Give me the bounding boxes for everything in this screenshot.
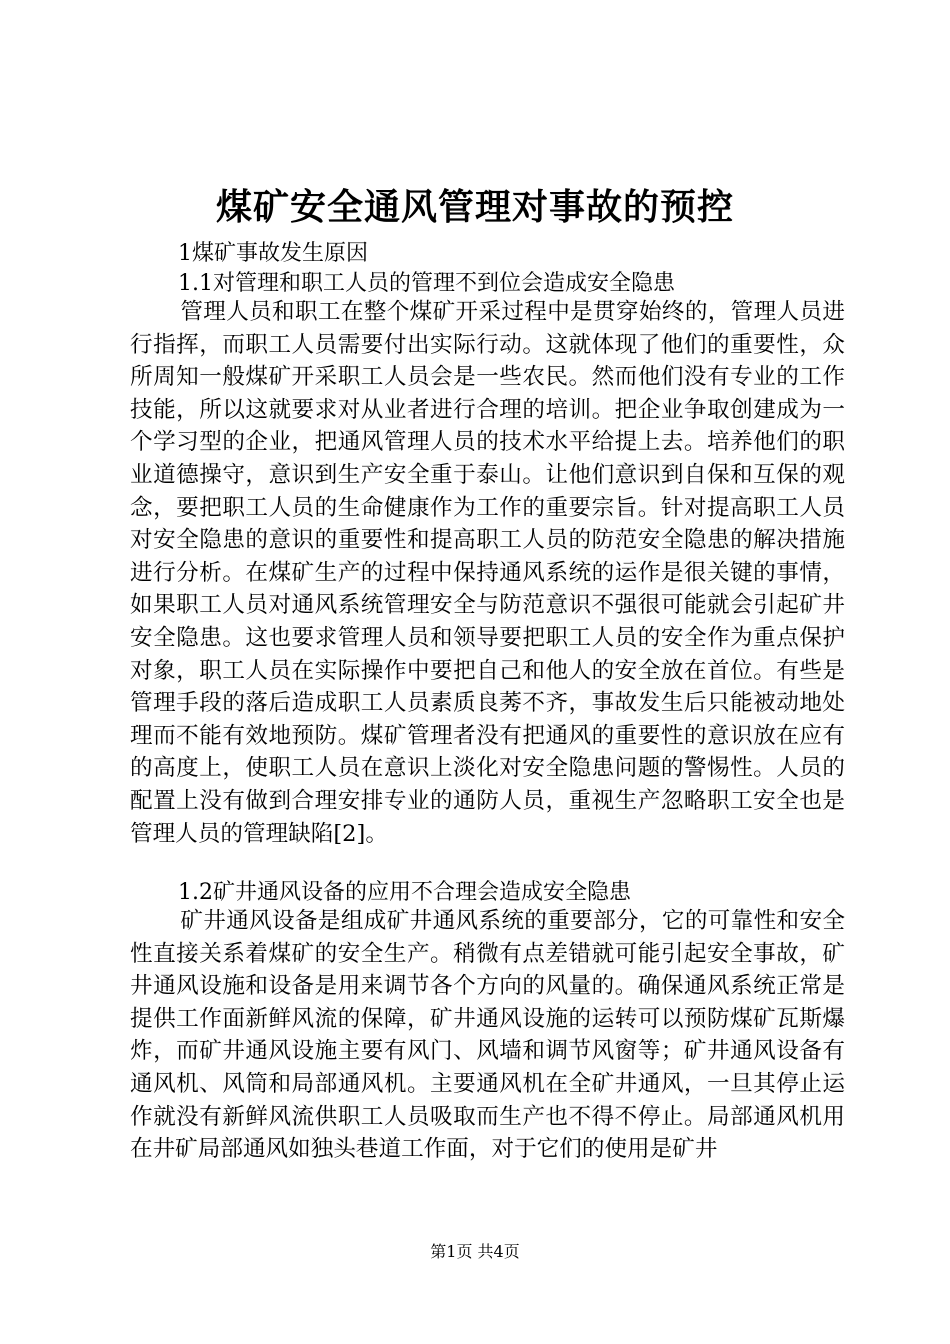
paragraph-1-text: 管理人员和职工在整个煤矿开采过程中是贯穿始终的，管理人员进行指挥，而职工人员需要付出实际行动。这就体现了他们的重要性，众所周知一般煤矿开采职工人员会是一些农民。然而他们没有专业的工作技能，所以这就要求对从业者进行合理的培训。把企业争取创建成为一个学习型的企业，把通风管理人员的技术水平给提上去。培养他们的职业道德操守，意识到生产安全重于泰山。让他们意识到自保和互保的观念，要把职工人员的生命健康作为工作的重要宗旨。针对提高职工人员对安全隐患的意识的重要性和提高职工人员的防范安全隐患的解决措施进行分析。在煤矿生产的过程中保持通风系统的运作是很关键的事情，如果职工人员对通风系统管理安全与防范意识不强很可能就会引起矿井安全隐患。这也要求管理人员和领导要把职工人员的安全作为重点保护对象，职工人员在实际操作中要把自己和他人的安全放在首位。有些是管理手段的落后造成职工人员素质良莠不齐，事故发生后只能被动地处理而不能有效地预防。煤矿管理者没有把通风的重要性的意识放在应有的高度上，使职工人员在意识上淡化对安全隐患问题的警惕性。人员的配置上没有做到合理安排专业的通防人员，重视生产忽略职工安全也是管理人员的管理缺陷[2]。 <box>130 299 845 847</box>
paragraph-2-text: 矿井通风设备是组成矿井通风系统的重要部分，它的可靠性和安全性直接关系着煤矿的安全生产。稍微有点差错就可能引起安全事故，矿井通风设施和设备是用来调节各个方向的风量的。确保通风系统正常是提供工作面新鲜风流的保障，矿井通风设施的运转可以预防煤矿瓦斯爆炸，而矿井通风设施主要有风门、风墙和调节风窗等；矿井通风设备有通风机、风筒和局部通风机。主要通风机在全矿井通风，一旦其停止运作就没有新鲜风流供职工人员吸取而生产也不得不停止。局部通风机用在井矿局部通风如独头巷道工作面，对于它们的使用是矿井 <box>130 908 845 1163</box>
paragraph-2 <box>130 905 845 1166</box>
paragraph-1 <box>130 296 845 850</box>
page-footer: 第1页 共4页 <box>430 1242 520 1261</box>
section-heading-1: 1煤矿事故发生原因 <box>178 241 368 266</box>
section-heading-1-1: 1.1对管理和职工人员的管理不到位会造成安全隐患 <box>178 271 675 296</box>
page-title: 煤矿安全通风管理对事故的预控 <box>215 186 734 228</box>
section-heading-1-2: 1.2矿井通风设备的应用不合理会造成安全隐患 <box>178 880 631 905</box>
